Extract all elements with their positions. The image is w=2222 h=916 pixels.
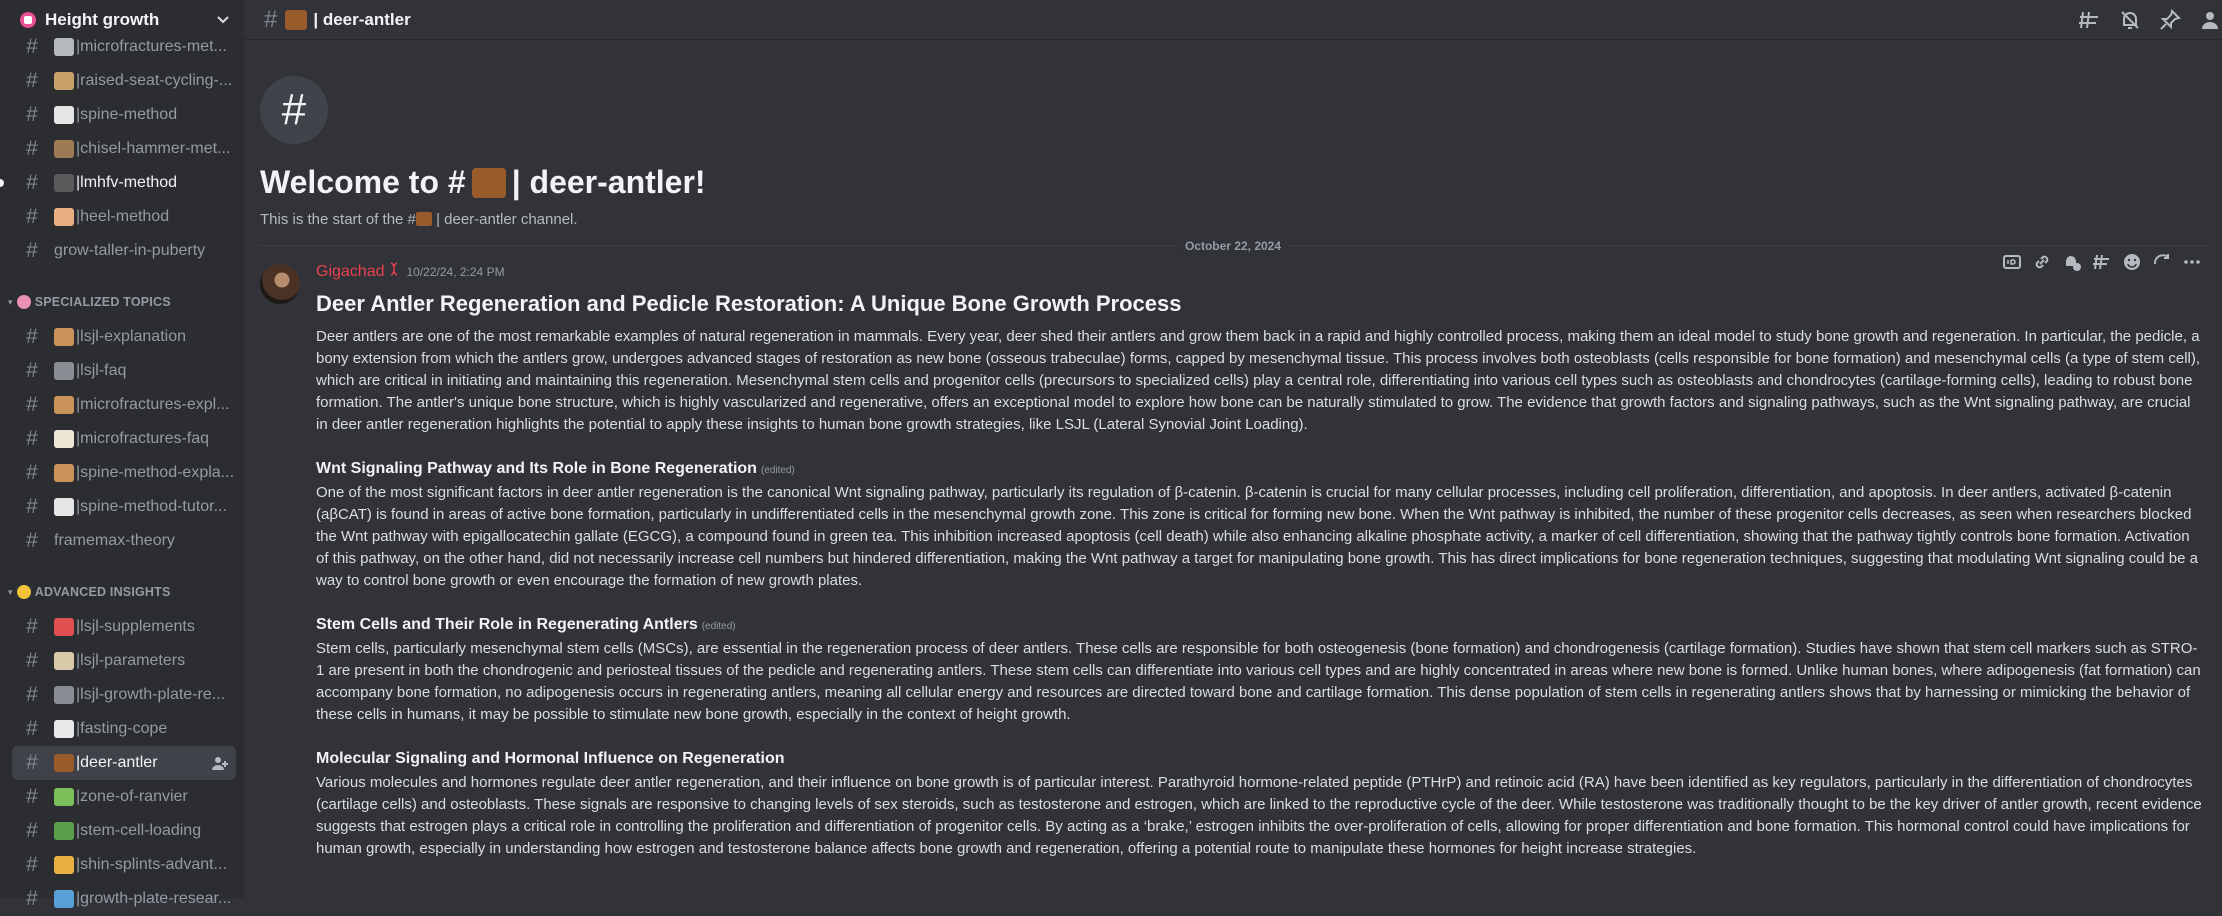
channel-emoji-icon — [54, 618, 74, 636]
channel-list — [0, 30, 244, 916]
create-invite-icon[interactable] — [212, 755, 228, 771]
channel-item[interactable] — [12, 678, 236, 712]
message-toolbar — [2002, 252, 2202, 272]
message — [260, 262, 2202, 860]
deer-icon — [285, 10, 307, 30]
unread-indicator — [0, 179, 4, 187]
channel-item[interactable] — [12, 814, 236, 848]
message-title: Deer Antler Regeneration and Pedicle Restoration: A Unique Bone Growth Process — [316, 291, 1182, 316]
hash-icon: # — [26, 853, 38, 876]
channel-item[interactable] — [12, 780, 236, 814]
author-name[interactable]: Gigachad — [316, 263, 385, 280]
channel-item[interactable] — [12, 132, 236, 166]
channel-item[interactable] — [12, 320, 236, 354]
channel-label: |lsjl-growth-plate-re... — [76, 686, 226, 703]
channel-header — [244, 0, 2222, 40]
channel-emoji-icon — [54, 856, 74, 874]
dna-icon — [389, 262, 399, 276]
hash-icon: # — [26, 359, 38, 382]
hash-icon: # — [26, 393, 38, 416]
channel-item[interactable] — [12, 64, 236, 98]
hash-icon: # — [26, 35, 38, 58]
category-label: SPECIALIZED TOPICS — [34, 295, 171, 309]
hash-icon: # — [26, 785, 38, 808]
channel-item[interactable] — [12, 610, 236, 644]
channel-emoji-icon — [54, 140, 74, 158]
date-divider: October 22, 2024 — [260, 245, 2206, 246]
edited-label: (edited) — [760, 465, 795, 476]
hash-icon: # — [264, 5, 278, 33]
timestamp[interactable]: 10/22/24, 2:24 PM — [406, 265, 505, 279]
channel-item[interactable] — [12, 848, 236, 882]
hash-icon: # — [26, 649, 38, 672]
avatar[interactable] — [260, 264, 300, 304]
channel-label: grow-taller-in-puberty — [54, 242, 206, 259]
more-options-icon[interactable] — [2182, 252, 2202, 272]
hash-icon: # — [26, 887, 38, 910]
channel-emoji-icon — [54, 720, 74, 738]
channel-item[interactable] — [12, 490, 236, 524]
section-heading: Stem Cells and Their Role in Regenerating Antlers (edited) — [316, 616, 736, 633]
reply-icon[interactable] — [2152, 252, 2172, 272]
channel-item[interactable] — [12, 166, 236, 200]
hash-icon: # — [26, 717, 38, 740]
category-label: ADVANCED INSIGHTS — [34, 585, 171, 599]
channel-label: |spine-method-tutor... — [76, 498, 227, 515]
hash-icon: # — [260, 76, 328, 144]
channel-item[interactable] — [12, 746, 236, 780]
channel-item[interactable] — [12, 200, 236, 234]
channel-label: |heel-method — [76, 208, 170, 225]
channel-emoji-icon — [54, 498, 74, 516]
channel-label: |raised-seat-cycling-... — [76, 72, 233, 89]
channel-emoji-icon — [54, 652, 74, 670]
brain-icon — [17, 295, 31, 309]
hash-icon: # — [26, 239, 38, 262]
channel-label: |lsjl-parameters — [76, 652, 186, 669]
channel-emoji-icon — [54, 788, 74, 806]
pin-icon[interactable] — [2158, 8, 2182, 32]
channel-emoji-icon — [54, 822, 74, 840]
hash-icon: # — [26, 137, 38, 160]
channel-label: |spine-method — [76, 106, 178, 123]
channel-label: |zone-of-ranvier — [76, 788, 188, 805]
chevron-down-icon: ▾ — [8, 296, 13, 307]
hash-icon: # — [26, 495, 38, 518]
channel-item[interactable] — [12, 644, 236, 678]
channel-item[interactable] — [12, 422, 236, 456]
hash-icon: # — [26, 683, 38, 706]
channel-title: | deer-antler — [313, 9, 411, 29]
channel-item[interactable] — [12, 354, 236, 388]
notification-bell-icon[interactable] — [2118, 8, 2142, 32]
channel-label: |lsjl-faq — [76, 362, 127, 379]
chevron-down-icon: ▾ — [8, 586, 13, 597]
channel-label: |deer-antler — [76, 754, 158, 771]
channel-label: |lmhfv-method — [76, 174, 178, 191]
channel-emoji-icon — [54, 106, 74, 124]
channel-item[interactable] — [12, 524, 236, 558]
message-intro: Deer antlers are one of the most remarkable examples of natural regeneration in mammals. Every year, deer shed their antlers and grow them back in a rapid and highly controlled process, making them an ideal model to study bone growth and regeneration. In particular, the pedicle, a bony extension from which the antlers grow, undergoes advanced stages of restoration as new bone (osseous trabeculae) forms, capped by mesenchymal tissue. This process involves both osteoblasts (cells responsible for bone formation) and mesenchymal cells (a type of stem cell), which are critical in initiating and maintaining this regeneration. Mesenchymal stem cells and progenitor cells (precursors to specialized cells) play a central role, differentiating into various cell types such as osteoblasts and chondrocytes (cartilage-forming cells), leading to robust bone formation. The antler's unique bone structure, which is highly vascularized and regenerative, offers an exceptional model to explore how bone can be naturally stimulated to grow. The evidence that growth factors and signaling pathways, such as the Wnt signaling pathway, are crucial in deer antler regeneration highlights the potential to apply these insights to human bone growth strategies, like LSJL (Lateral Synovial Joint Loading). — [316, 328, 2201, 433]
channel-label: |microfractures-met... — [76, 38, 227, 55]
category-specialized-topics[interactable] — [0, 290, 244, 314]
message-body — [316, 262, 2202, 860]
channel-item[interactable] — [12, 30, 236, 64]
channel-emoji-icon — [54, 686, 74, 704]
header-toolbar — [2078, 8, 2222, 32]
channel-label: |stem-cell-loading — [76, 822, 202, 839]
channel-label: |spine-method-expla... — [76, 464, 235, 481]
add-reaction-icon[interactable] — [2122, 252, 2142, 272]
section-heading: Molecular Signaling and Hormonal Influence on Regeneration — [316, 750, 785, 767]
threads-icon[interactable] — [2092, 252, 2112, 272]
channel-emoji-icon — [54, 396, 74, 414]
deer-icon — [472, 168, 506, 198]
message-header — [316, 262, 2202, 284]
channel-emoji-icon — [54, 754, 74, 772]
hash-icon: # — [26, 819, 38, 842]
hash-icon: # — [26, 461, 38, 484]
channel-label: |lsjl-explanation — [76, 328, 186, 345]
chevron-down-icon[interactable] — [216, 12, 230, 29]
channel-item[interactable] — [12, 882, 236, 916]
channel-label: |fasting-cope — [76, 720, 168, 737]
id-icon[interactable] — [2002, 252, 2022, 272]
section-text: One of the most significant factors in deer antler regeneration is the canonical Wnt signaling pathway, particularly its regulation of β-catenin. β-catenin is crucial for many cellular processes, including cell proliferation, differentiation, and apoptosis. In deer antlers, activated β-catenin (aβCAT) is found in areas of active bone formation, particularly in undifferentiated cells in the mesenchymal growth zone. This zone is critical for forming new bone. When the Wnt pathway is inhibited, the number of these progenitor cells decreases, as seen when researchers blocked the Wnt pathway with epigallocatechin gallate (EGCG), a compound found in green tea. This inhibition increased apoptosis (cell death) while also enhancing alkaline phosphate activity, a marker of cell differentiation, showing that the pathway tightly controls bone formation. Activation of this pathway, on the other hand, did not necessarily increase cell numbers but hindered differentiation, making the Wnt pathway a target for manipulating bone growth. This has direct implications for bone regeneration techniques, suggesting that modulating Wnt signaling could be a way to control bone growth or even encourage the formation of new growth plates. — [316, 484, 2198, 589]
channel-emoji-icon — [54, 72, 74, 90]
channel-welcome — [260, 76, 706, 228]
channel-item[interactable] — [12, 712, 236, 746]
hash-icon: # — [26, 427, 38, 450]
hash-icon: # — [26, 325, 38, 348]
channel-sidebar — [0, 0, 244, 910]
channel-emoji-icon — [54, 208, 74, 226]
channel-label: |chisel-hammer-met... — [76, 140, 231, 157]
welcome-title: Welcome to # | deer-antler! — [260, 164, 706, 200]
link-icon[interactable] — [2032, 252, 2052, 272]
channel-label: |growth-plate-resear... — [76, 890, 232, 907]
hash-icon: # — [26, 205, 38, 228]
section-text: Stem cells, particularly mesenchymal stem cells (MSCs), are essential in the regeneration process of deer antlers. These cells are responsible for both osteogenesis (bone formation) and chondrogenesis (cartilage formation). Studies have shown that stem cell markers such as STRO-1 are present in both the chondrogenic and periosteal tissues of the pedicle and regenerating antlers. These stem cells can differentiate into various cell types and are highly concentrated in areas where new bone is formed. Unlike human bones, where adipogenesis (fat formation) can accompany bone formation, no adipogenesis occurs in regenerating antlers, meaning all cellular energy and resources are directed toward bone and cartilage formation. This dense population of stem cells in regenerating antlers shows that by harnessing or mimicking the behavior of these cells in humans, it may be possible to stimulate new bone growth, especially in the context of height growth. — [316, 640, 2201, 723]
section-heading: Wnt Signaling Pathway and Its Role in Bone Regeneration (edited) — [316, 460, 795, 477]
hash-icon: # — [26, 529, 38, 552]
category-advanced-insights[interactable] — [0, 580, 244, 604]
hash-icon: # — [26, 69, 38, 92]
main-content — [244, 0, 2222, 898]
channel-item[interactable] — [12, 234, 236, 268]
channel-emoji-icon — [54, 430, 74, 448]
channel-emoji-icon — [54, 328, 74, 346]
hash-icon: # — [26, 751, 38, 774]
hash-icon: # — [26, 615, 38, 638]
channel-label: |lsjl-supplements — [76, 618, 195, 635]
channel-item[interactable] — [12, 388, 236, 422]
hash-icon: # — [26, 103, 38, 126]
deer-icon — [416, 212, 432, 226]
thinking-face-icon — [17, 585, 31, 599]
channel-emoji-icon — [54, 174, 74, 192]
channel-emoji-icon — [54, 464, 74, 482]
channel-emoji-icon — [54, 362, 74, 380]
channel-label: framemax-theory — [54, 532, 175, 549]
welcome-subtitle: This is the start of the # | deer-antler channel. — [260, 211, 578, 228]
edited-label: (edited) — [701, 621, 736, 632]
channel-item[interactable] — [12, 456, 236, 490]
channel-item[interactable] — [12, 98, 236, 132]
channel-label: |shin-splints-advant... — [76, 856, 227, 873]
threads-icon[interactable] — [2078, 8, 2102, 32]
member-list-icon[interactable] — [2198, 8, 2222, 32]
channel-label: |microfractures-expl... — [76, 396, 230, 413]
server-icon — [20, 12, 36, 28]
server-name: Height growth — [45, 10, 160, 29]
hash-icon: # — [26, 171, 38, 194]
section-text: Various molecules and hormones regulate deer antler regeneration, and their influence on bone growth is of particular interest. Parathyroid hormone-related peptide (PTHrP) and retinoic acid (RA) have been identified as key regulators, particularly in the differentiation of chondrocytes (cartilage cells) and osteoblasts. These signals are responsive to changing levels of sex steroids, such as testosterone and estrogen, which are linked to the reproductive cycle of the deer. While testosterone was traditionally thought to be the key driver of antler growth, recent evidence suggests that estrogen plays a critical role in controlling the proliferation and differentiation of progenitor cells. By acting as a ‘brake,’ estrogen inhibits the over-proliferation of cells, allowing for proper differentiation and bone formation. This hormonal control could have implications for human growth, especially in understanding how estrogen and testosterone balance affects bone growth and regeneration, offering a potential route to manipulate these hormones for height increase strategies. — [316, 774, 2202, 857]
channel-label: |microfractures-faq — [76, 430, 210, 447]
bell-add-icon[interactable] — [2062, 252, 2082, 272]
channel-emoji-icon — [54, 890, 74, 908]
channel-emoji-icon — [54, 38, 74, 56]
